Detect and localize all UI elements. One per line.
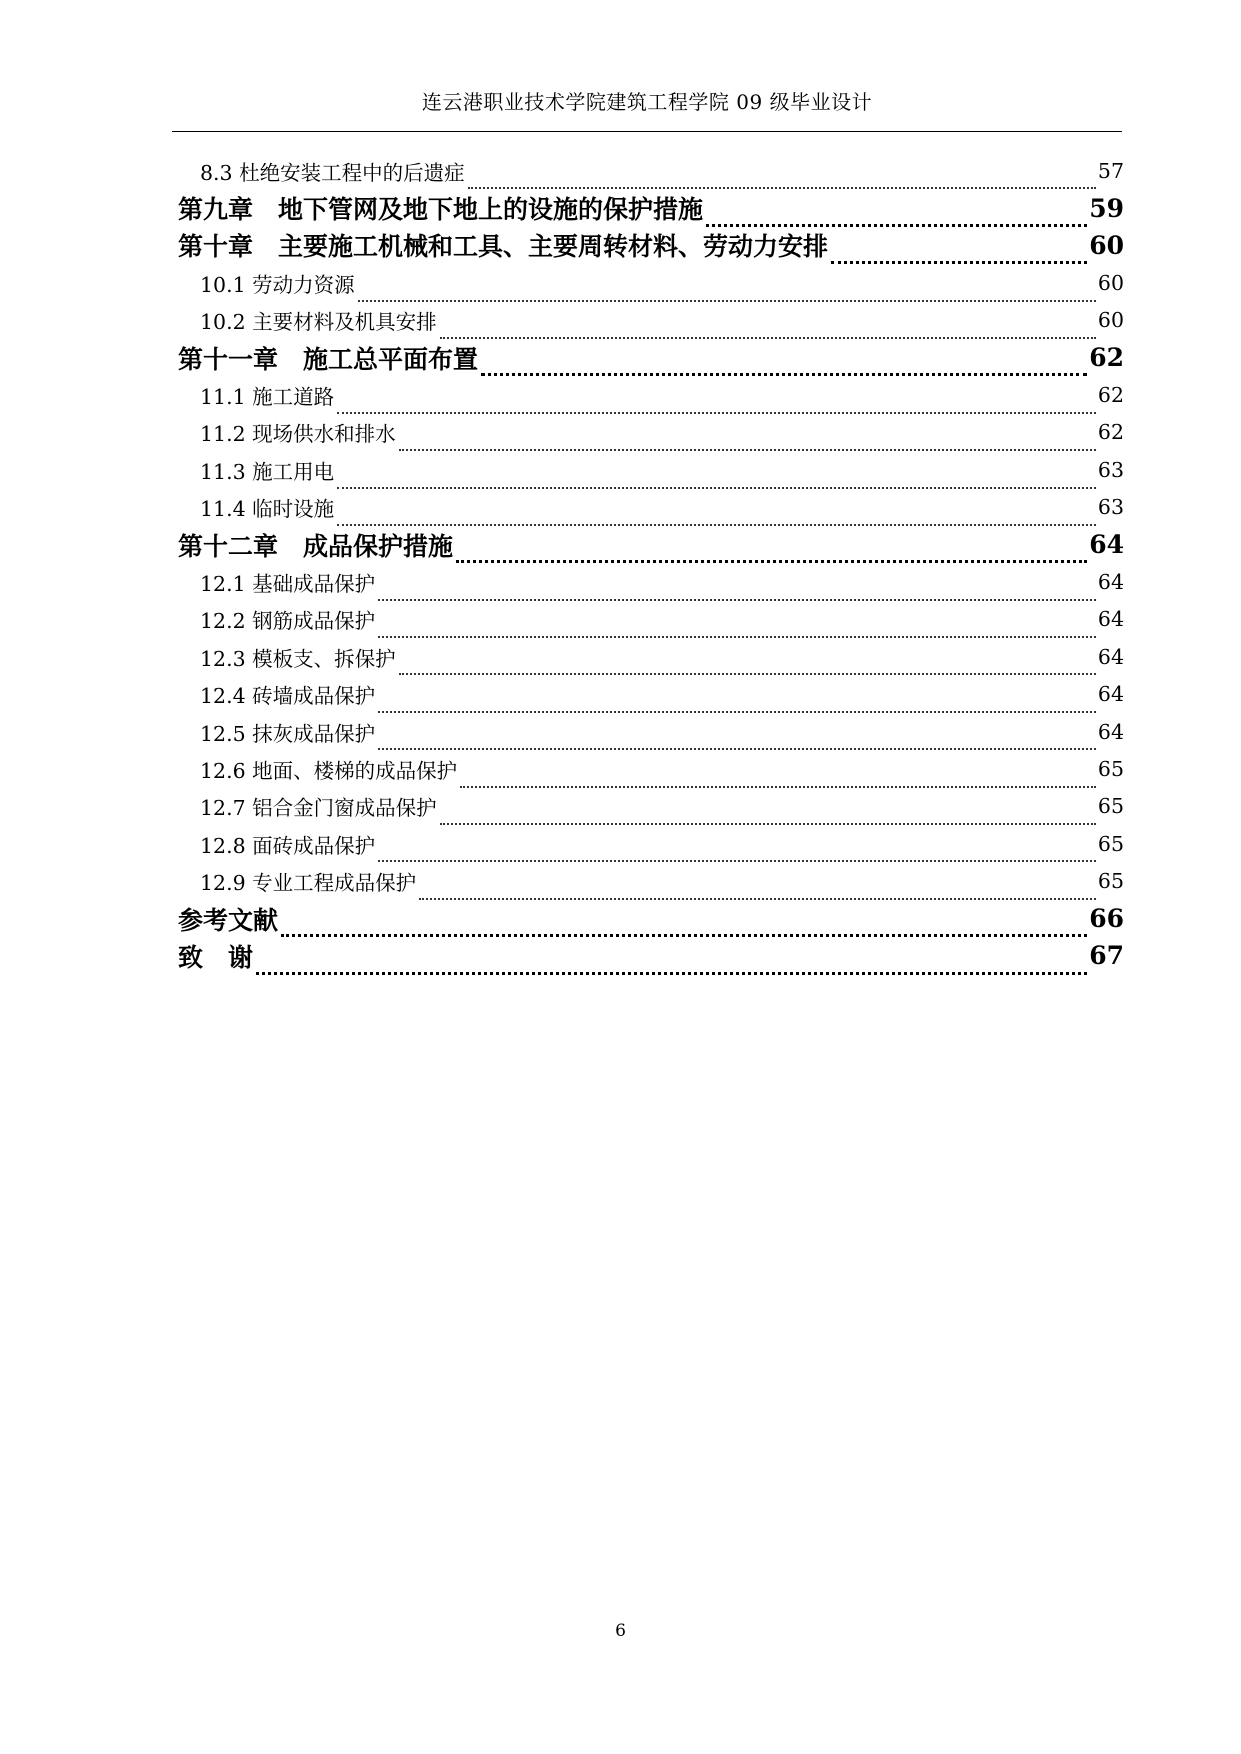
toc-entry-title: 12.7 铝合金门窗成品保护 (200, 796, 437, 821)
toc-entry[interactable] (178, 862, 1124, 899)
toc-dot-leader (378, 581, 1096, 601)
toc-entry-page: 60 (1089, 230, 1124, 260)
toc-entry-title: 12.4 砖墙成品保护 (200, 684, 376, 709)
toc-dot-leader (481, 355, 1087, 376)
page-number: 6 (615, 1621, 626, 1641)
toc-entry[interactable] (178, 302, 1124, 339)
toc-entry[interactable] (178, 376, 1124, 413)
toc-entry-page: 64 (1089, 530, 1124, 560)
toc-dot-leader (378, 842, 1096, 862)
toc-entry-page: 63 (1097, 495, 1124, 520)
toc-entry[interactable] (178, 825, 1124, 862)
toc-entry-title: 12.8 面砖成品保护 (200, 833, 376, 858)
toc-entry-title: 第十章 主要施工机械和工具、主要周转材料、劳动力安排 (178, 232, 829, 262)
toc-dot-leader (281, 916, 1087, 937)
toc-dot-leader (399, 655, 1096, 675)
toc-entry-title: 12.9 专业工程成品保护 (200, 871, 417, 896)
toc-entry-page: 60 (1097, 270, 1124, 295)
table-of-contents (178, 152, 1124, 975)
toc-entry-page: 65 (1097, 869, 1124, 894)
toc-entry[interactable] (178, 713, 1124, 750)
toc-entry[interactable] (178, 937, 1124, 974)
toc-dot-leader (706, 206, 1087, 227)
toc-entry[interactable] (178, 900, 1124, 937)
toc-entry-title: 第十一章 施工总平面布置 (178, 344, 479, 374)
toc-entry[interactable] (178, 451, 1124, 488)
toc-entry-page: 57 (1097, 158, 1124, 183)
toc-entry[interactable] (178, 489, 1124, 526)
toc-dot-leader (337, 469, 1096, 489)
toc-entry[interactable] (178, 788, 1124, 825)
toc-entry-title: 12.3 模板支、拆保护 (200, 646, 396, 671)
toc-entry[interactable] (178, 152, 1124, 189)
toc-entry-page: 66 (1089, 904, 1124, 933)
toc-dot-leader (440, 805, 1096, 825)
toc-entry-title: 11.1 施工道路 (200, 385, 335, 410)
toc-dot-leader (831, 243, 1087, 264)
toc-entry-title: 致 谢 (178, 942, 254, 972)
toc-entry-page: 62 (1089, 343, 1124, 373)
toc-dot-leader (468, 169, 1096, 189)
toc-entry[interactable] (178, 563, 1124, 600)
toc-entry[interactable] (178, 414, 1124, 451)
toc-entry-title: 12.6 地面、楼梯的成品保护 (200, 758, 458, 783)
toc-entry[interactable] (178, 526, 1124, 563)
toc-entry-page: 64 (1097, 719, 1124, 744)
toc-dot-leader (456, 542, 1087, 563)
toc-entry[interactable] (178, 189, 1124, 226)
toc-entry-page: 62 (1097, 420, 1124, 445)
toc-entry-title: 10.1 劳动力资源 (200, 272, 355, 297)
toc-entry-page: 60 (1097, 308, 1124, 333)
toc-entry-title: 10.2 主要材料及机具安排 (200, 310, 437, 335)
toc-entry-title: 第九章 地下管网及地下地上的设施的保护措施 (178, 195, 704, 225)
toc-entry[interactable] (178, 675, 1124, 712)
toc-entry-page: 59 (1089, 193, 1124, 223)
toc-dot-leader (256, 954, 1087, 975)
toc-dot-leader (419, 880, 1096, 900)
toc-entry-page: 64 (1097, 682, 1124, 707)
toc-entry-title: 11.2 现场供水和排水 (200, 422, 396, 447)
toc-dot-leader (460, 768, 1096, 788)
toc-entry-title: 参考文献 (178, 905, 279, 935)
toc-entry-title: 12.2 钢筋成品保护 (200, 609, 376, 634)
toc-entry-title: 第十二章 成品保护措施 (178, 531, 454, 561)
toc-entry-title: 11.3 施工用电 (200, 459, 335, 484)
toc-entry-page: 67 (1089, 941, 1124, 971)
toc-dot-leader (337, 394, 1096, 414)
toc-entry-page: 64 (1097, 644, 1124, 669)
toc-dot-leader (399, 431, 1096, 451)
toc-dot-leader (337, 506, 1096, 526)
toc-entry[interactable] (178, 227, 1124, 264)
page-header: 连云港职业技术学院建筑工程学院 09 级毕业设计 (421, 90, 873, 114)
toc-entry-page: 62 (1097, 383, 1124, 408)
toc-entry-page: 64 (1097, 607, 1124, 632)
toc-entry[interactable] (178, 601, 1124, 638)
toc-entry-page: 63 (1097, 457, 1124, 482)
toc-entry[interactable] (178, 339, 1124, 376)
toc-entry-page: 65 (1097, 831, 1124, 856)
toc-dot-leader (440, 319, 1096, 339)
toc-dot-leader (358, 282, 1096, 302)
toc-entry-title: 12.1 基础成品保护 (200, 571, 376, 596)
toc-entry[interactable] (178, 638, 1124, 675)
toc-entry-title: 8.3 杜绝安装工程中的后遗症 (200, 160, 465, 185)
toc-entry[interactable] (178, 264, 1124, 301)
toc-entry-page: 65 (1097, 794, 1124, 819)
toc-entry-page: 65 (1097, 756, 1124, 781)
toc-entry-page: 64 (1097, 569, 1124, 594)
toc-dot-leader (378, 730, 1096, 750)
toc-entry-title: 11.4 临时设施 (200, 497, 335, 522)
toc-entry[interactable] (178, 750, 1124, 787)
toc-dot-leader (378, 693, 1096, 713)
toc-dot-leader (378, 618, 1096, 638)
header-divider (172, 131, 1122, 132)
toc-entry-title: 12.5 抹灰成品保护 (200, 721, 376, 746)
